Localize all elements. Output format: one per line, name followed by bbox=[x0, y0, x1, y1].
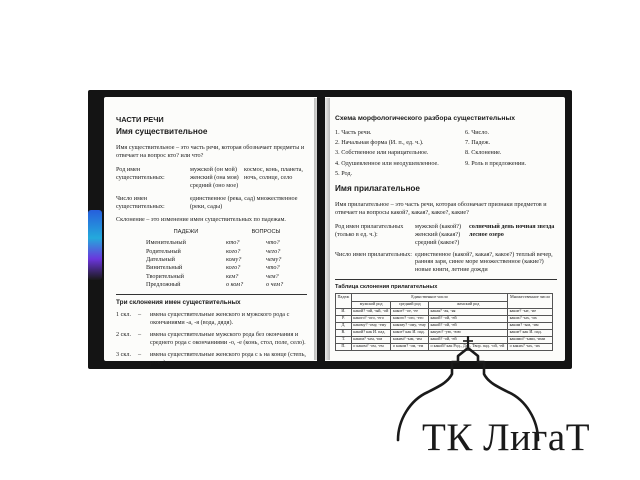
case-name: Творительный bbox=[146, 272, 184, 280]
divider bbox=[335, 279, 557, 280]
declension-dash: – bbox=[138, 351, 142, 359]
declension-dash: – bbox=[138, 331, 142, 339]
declension-text: имена существительные женского рода с ь на конце (степь, рожь). bbox=[150, 351, 306, 367]
morph-scheme-title: Схема морфологического разбора существительных bbox=[335, 115, 516, 122]
gender-values: мужской (он мой) женский (она моя) средний (оно мое) bbox=[190, 165, 239, 189]
case-question-what: что? bbox=[266, 239, 280, 247]
table-cell: какому? -ому, -ему bbox=[391, 322, 429, 329]
table-cell: какой? как И. пад. bbox=[351, 329, 391, 336]
cases-header: ПАДЕЖИ bbox=[173, 229, 199, 236]
morph-step: 4. Одушевленное или неодушевленное. bbox=[335, 159, 439, 167]
table-cell: какие? как И. пад. bbox=[508, 329, 553, 336]
declensions-list bbox=[116, 311, 307, 367]
morph-step: 2. Начальная форма (И. п., ед. ч.). bbox=[335, 139, 424, 147]
case-question-who: о ком? bbox=[226, 281, 244, 289]
case-question-what: о чем? bbox=[266, 281, 284, 289]
table-header-feminine: женский род bbox=[429, 301, 508, 308]
declension-dash: – bbox=[138, 311, 142, 319]
declension-item bbox=[116, 311, 307, 327]
morph-step: 9. Роль в предложении. bbox=[465, 159, 527, 167]
case-question-what: чем? bbox=[266, 272, 279, 280]
case-name: Дательный bbox=[146, 256, 175, 263]
table-cell: В. bbox=[336, 329, 352, 336]
table-row bbox=[336, 343, 553, 350]
table-cell: П. bbox=[336, 343, 352, 350]
declension-table-title: Таблица склонения прилагательных bbox=[335, 284, 438, 291]
table-cell: И. bbox=[336, 308, 352, 315]
table-cell: какими? -ыми, -ими bbox=[508, 336, 553, 343]
case-name: Родительный bbox=[146, 247, 181, 255]
cover-design-accent bbox=[88, 210, 102, 280]
case-question-who: кем? bbox=[226, 272, 239, 280]
table-cell: какого? -ого, -его bbox=[351, 315, 391, 322]
declension-number: 2 скл. bbox=[116, 331, 132, 339]
table-cell: каким? -ым, -им bbox=[391, 336, 429, 343]
declension-text: имена существительные мужского рода без окончания и среднего рода с окончаниями -о, -е (конь, стол, поле, село). bbox=[150, 331, 306, 347]
noun-number-row bbox=[116, 195, 307, 211]
book-spine-shadow bbox=[314, 98, 330, 360]
table-header-masculine: мужской род bbox=[351, 301, 391, 308]
morph-step: 7. Падеж. bbox=[465, 139, 491, 147]
table-cell: Т. bbox=[336, 336, 352, 343]
declension-item bbox=[116, 351, 307, 367]
declension-number: 1 скл. bbox=[116, 311, 132, 319]
declension-item bbox=[116, 331, 307, 347]
table-cell: какой? -ий, -ый, -ой bbox=[351, 308, 391, 315]
case-question-who: кто? bbox=[226, 239, 240, 247]
table-header-case: Падеж bbox=[336, 294, 352, 308]
number-label: Число имен существительных: bbox=[116, 194, 165, 210]
three-declensions-title: Три склонения имен существительных bbox=[116, 299, 241, 307]
morph-scheme-list bbox=[335, 129, 557, 181]
case-name: Предложный bbox=[146, 281, 181, 289]
section-title-adjective: Имя прилагательное bbox=[335, 184, 420, 194]
table-row bbox=[336, 336, 553, 343]
morph-step: 1. Часть речи. bbox=[335, 128, 372, 136]
adj-number-row bbox=[335, 251, 557, 275]
noun-gender-row bbox=[116, 166, 307, 190]
table-cell: о каком? -ом, -ем bbox=[351, 343, 391, 350]
table-cell: какие? -ые, -ие bbox=[508, 308, 553, 315]
table-row bbox=[336, 322, 553, 329]
adj-gender-values: мужской (какой?) женский (какая?) средний (какое?) bbox=[415, 222, 462, 246]
table-cell: о каких? -ых, -их bbox=[508, 343, 553, 350]
case-question-what: чего? bbox=[266, 247, 281, 255]
table-row bbox=[336, 329, 553, 336]
gender-label: Род имен существительных: bbox=[116, 165, 165, 181]
table-cell: каким? -ым, -им bbox=[351, 336, 391, 343]
table-cell: какое? как И. пад. bbox=[391, 329, 429, 336]
case-name: Именительный bbox=[146, 239, 186, 247]
morph-step: 8. Склонение. bbox=[465, 149, 502, 157]
right-page bbox=[325, 97, 565, 361]
table-cell: какой? -ой, -ей bbox=[429, 315, 508, 322]
table-cell: Р. bbox=[336, 315, 352, 322]
declension-intro: Склонение – это изменение имен существительных по падежам. bbox=[116, 215, 286, 223]
questions-header: ВОПРОСЫ bbox=[251, 229, 281, 236]
adj-number-label: Число имен прилагательных: bbox=[335, 250, 412, 258]
table-header-singular: Единственное число bbox=[351, 294, 507, 301]
left-page bbox=[104, 97, 317, 367]
morph-step: 6. Число. bbox=[465, 128, 489, 136]
morph-step: 5. Род. bbox=[335, 170, 353, 177]
morph-step: 3. Собственное или нарицательное. bbox=[335, 149, 429, 157]
table-cell: какому? -ому, -ему bbox=[351, 322, 391, 329]
adj-gender-examples: солнечный день ночная звезда лесное озеро bbox=[469, 222, 555, 238]
adjective-definition: Имя прилагательное – это часть речи, которая обозначает признаки предметов и отвечает на вопросы какой?, какая?, какое?, какие? bbox=[335, 200, 547, 216]
table-cell: Д. bbox=[336, 322, 352, 329]
case-question-what: чему? bbox=[266, 256, 282, 263]
cases-table bbox=[146, 229, 307, 289]
gender-examples: космос, конь, планета, ночь, солнце, село bbox=[244, 165, 303, 181]
table-cell: какого? -ого, -его bbox=[391, 315, 429, 322]
case-question-who: кому? bbox=[226, 256, 242, 263]
page-header: ЧАСТИ РЕЧИ bbox=[116, 115, 164, 124]
table-cell: какую? -ую, -юю bbox=[429, 329, 508, 336]
morph-list-left bbox=[335, 129, 465, 181]
table-cell: о какой? как Род., Дат., Твор. пад. -ой, -ей bbox=[429, 343, 508, 350]
table-header-plural: Множественное число bbox=[508, 294, 553, 308]
table-cell: какое? -ое, -ее bbox=[391, 308, 429, 315]
case-question-what: что? bbox=[266, 264, 280, 272]
morph-list-right bbox=[465, 129, 526, 181]
table-cell: какой? -ой, -ей bbox=[429, 322, 508, 329]
section-title-noun: Имя существительное bbox=[116, 127, 208, 137]
adj-number-values: единственное (какой?, какая?, какое?) теплый вечер, ранняя заря, синее море множественное (какие?) новые книги, летние дожди bbox=[415, 250, 553, 274]
table-cell: какой? -ой, -ей bbox=[429, 336, 508, 343]
table-row bbox=[336, 308, 553, 315]
table-cell: о каком? -ом, -ем bbox=[391, 343, 429, 350]
table-row bbox=[336, 315, 553, 322]
declension-text: имена существительные женского и мужского рода с окончаниями -а, -я (вода, дядя). bbox=[150, 311, 290, 327]
noun-definition: Имя существительное – это часть речи, которая обозначает предметы и отвечает на вопрос кто? или что? bbox=[116, 143, 305, 159]
brand-logo-text: ТК ЛигаТ bbox=[422, 416, 591, 459]
table-cell: каким? -ым, -им bbox=[508, 322, 553, 329]
table-cell: каких? -ых, -их bbox=[508, 315, 553, 322]
table-header-neuter: средний род bbox=[391, 301, 429, 308]
adjective-declension-table bbox=[335, 293, 553, 350]
adj-gender-row bbox=[335, 223, 557, 247]
divider bbox=[116, 294, 307, 295]
declension-number: 3 скл. bbox=[116, 351, 132, 359]
case-question-who: кого? bbox=[226, 264, 241, 272]
table-cell: какая? -ая, -яя bbox=[429, 308, 508, 315]
adj-gender-label: Род имен прилагательных (только в ед. ч.): bbox=[335, 222, 404, 238]
case-name: Винительный bbox=[146, 264, 183, 272]
case-question-who: кого? bbox=[226, 247, 241, 255]
number-values: единственное (река, сад) множественное (реки, сады) bbox=[190, 194, 298, 210]
